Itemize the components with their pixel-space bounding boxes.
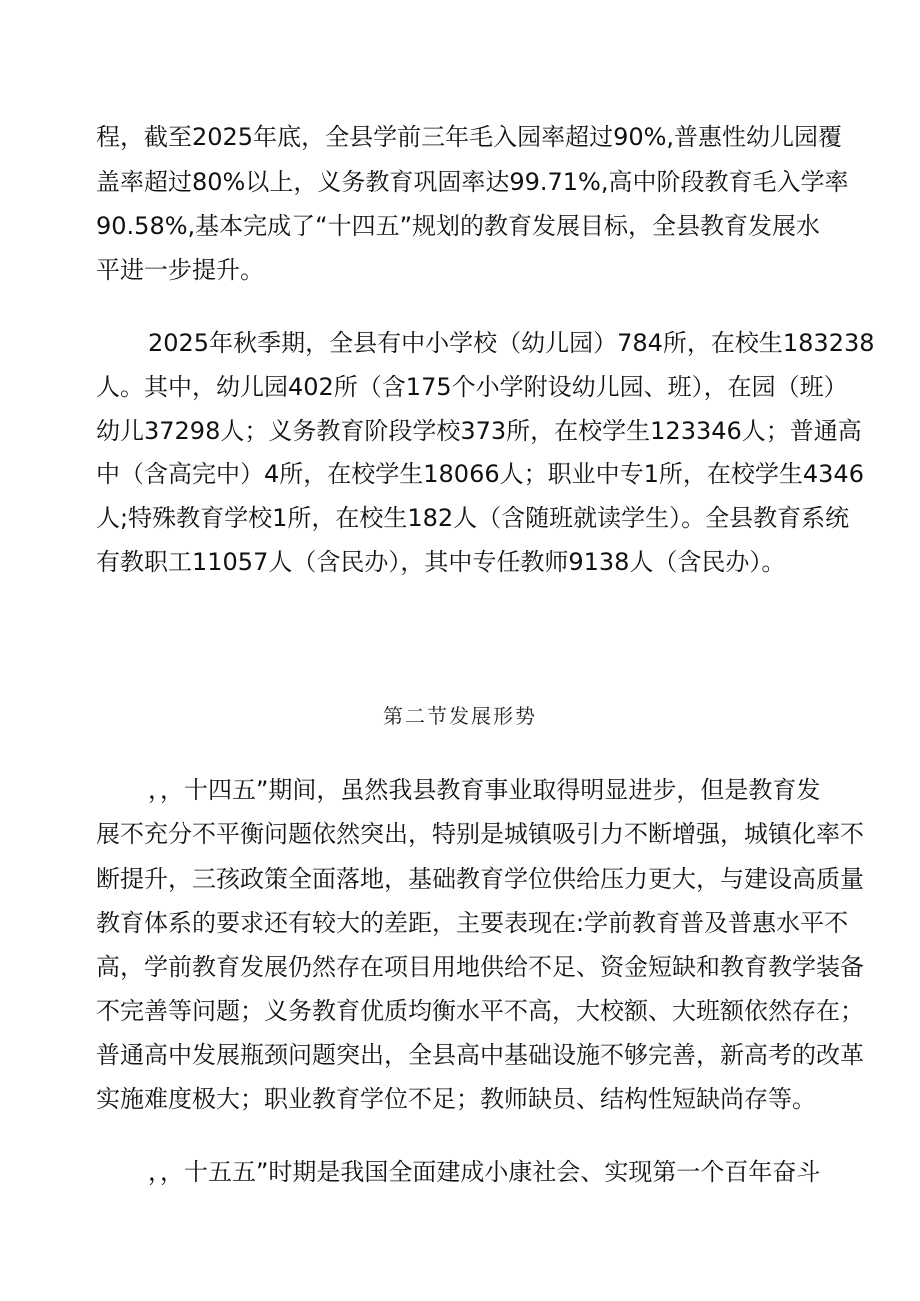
text-line: 程，截至2025年底，全县学前三年毛入园率超过90%,普惠性幼儿园覆: [96, 123, 843, 151]
text-line: 不完善等问题；义务教育优质均衡水平不高，大校额、大班额依然存在；: [96, 997, 864, 1025]
text-line: 展不充分不平衡问题依然突出，特别是城镇吸引力不断增强，城镇化率不: [96, 820, 864, 848]
text-line: 中（含高完中）4所，在校学生18066人；职业中专1所，在校学生4346: [96, 460, 864, 488]
text-line: 90.58%,基本完成了“十四五”规划的教育发展目标，全县教育发展水: [96, 212, 821, 240]
text-line: 有教职工11057人（含民办），其中专任教师9138人（含民办）。: [96, 548, 786, 576]
text-line: ，，十四五”期间，虽然我县教育事业取得明显进步，但是教育发: [148, 776, 821, 804]
text-line: 2025年秋季期，全县有中小学校（幼儿园）784所，在校生183238: [148, 329, 875, 357]
text-line: 幼儿37298人；义务教育阶段学校373所，在校学生123346人；普通高: [96, 417, 862, 445]
text-line: 断提升，三孩政策全面落地，基础教育学位供给压力更大，与建设高质量: [96, 865, 864, 893]
section-heading: 第二节发展形势: [383, 704, 537, 728]
text-line: 教育体系的要求还有较大的差距，主要表现在:学前教育普及普惠水平不: [96, 909, 849, 937]
text-line: 普通高中发展瓶颈问题突出，全县高中基础设施不够完善，新高考的改革: [96, 1041, 864, 1069]
text-line: 盖率超过80%以上，义务教育巩固率达99.71%,高中阶段教育毛入学率: [96, 168, 849, 196]
text-line: 高，学前教育发展仍然存在项目用地供给不足、资金短缺和教育教学装备: [96, 953, 864, 981]
text-line: 人。其中，幼儿园402所（含175个小学附设幼儿园、班），在园（班）: [96, 373, 848, 401]
text-line: 人;特殊教育学校1所，在校生182人（含随班就读学生）。全县教育系统: [96, 504, 850, 532]
text-line: ，，十五五”时期是我国全面建成小康社会、实现第一个百年奋斗: [148, 1158, 821, 1186]
text-line: 平进一步提升。: [96, 256, 264, 284]
text-line: 实施难度极大；职业教育学位不足；教师缺员、结构性短缺尚存等。: [96, 1085, 816, 1113]
